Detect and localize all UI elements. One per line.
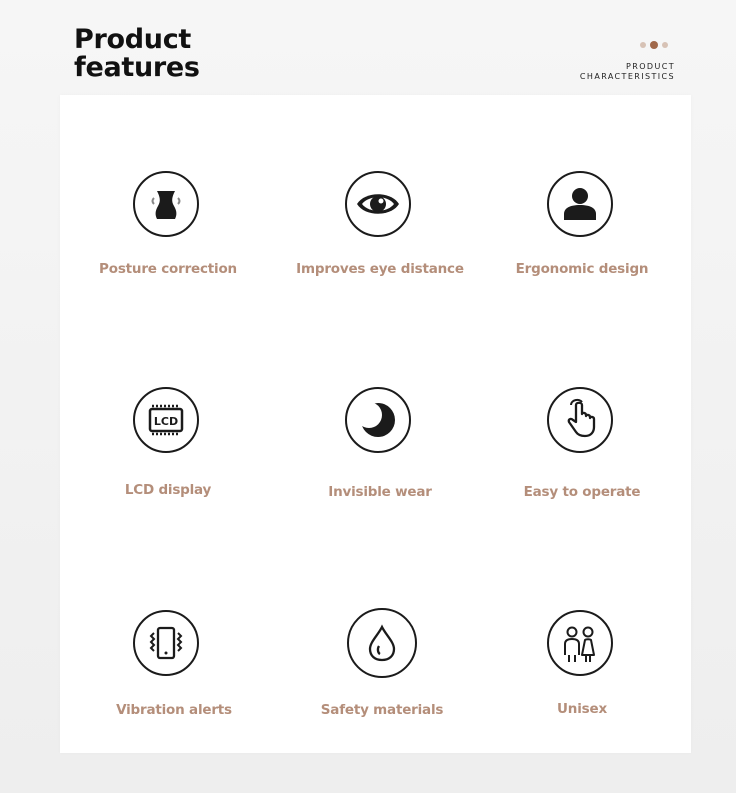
droplet-icon: [347, 608, 417, 678]
dot-active-icon: [650, 41, 658, 49]
feature-label: Ergonomic design: [515, 261, 649, 277]
features-card: [60, 95, 691, 753]
decorative-dots: [640, 41, 668, 49]
subtitle-line-1: PRODUCT: [626, 62, 675, 71]
feature-label: Safety materials: [320, 702, 444, 718]
feature-label: Improves eye distance: [296, 261, 464, 277]
hand-pointer-icon: [547, 387, 613, 453]
waist-icon: [133, 171, 199, 237]
feature-label: LCD display: [124, 482, 212, 498]
feature-label: Vibration alerts: [116, 702, 232, 718]
subtitle-line-2: CHARACTERISTICS: [579, 71, 675, 81]
feature-label: Invisible wear: [328, 484, 432, 500]
svg-text:LCD: LCD: [153, 415, 179, 428]
page-title-line-2: features: [74, 52, 200, 83]
lcd-icon: [133, 387, 199, 453]
dot-icon: [640, 42, 646, 48]
page-title: [74, 26, 200, 82]
eye-icon: [345, 171, 411, 237]
phone-vibration-icon: [133, 610, 199, 676]
page-title-line-1: Product: [74, 24, 192, 55]
person-icon: [547, 171, 613, 237]
moon-icon: [345, 387, 411, 453]
feature-label: Posture correction: [99, 261, 237, 277]
dot-icon: [662, 42, 668, 48]
couple-icon: [547, 610, 613, 676]
feature-label: Unisex: [557, 701, 607, 717]
feature-label: Easy to operate: [523, 484, 641, 500]
section-subtitle: [580, 62, 675, 81]
